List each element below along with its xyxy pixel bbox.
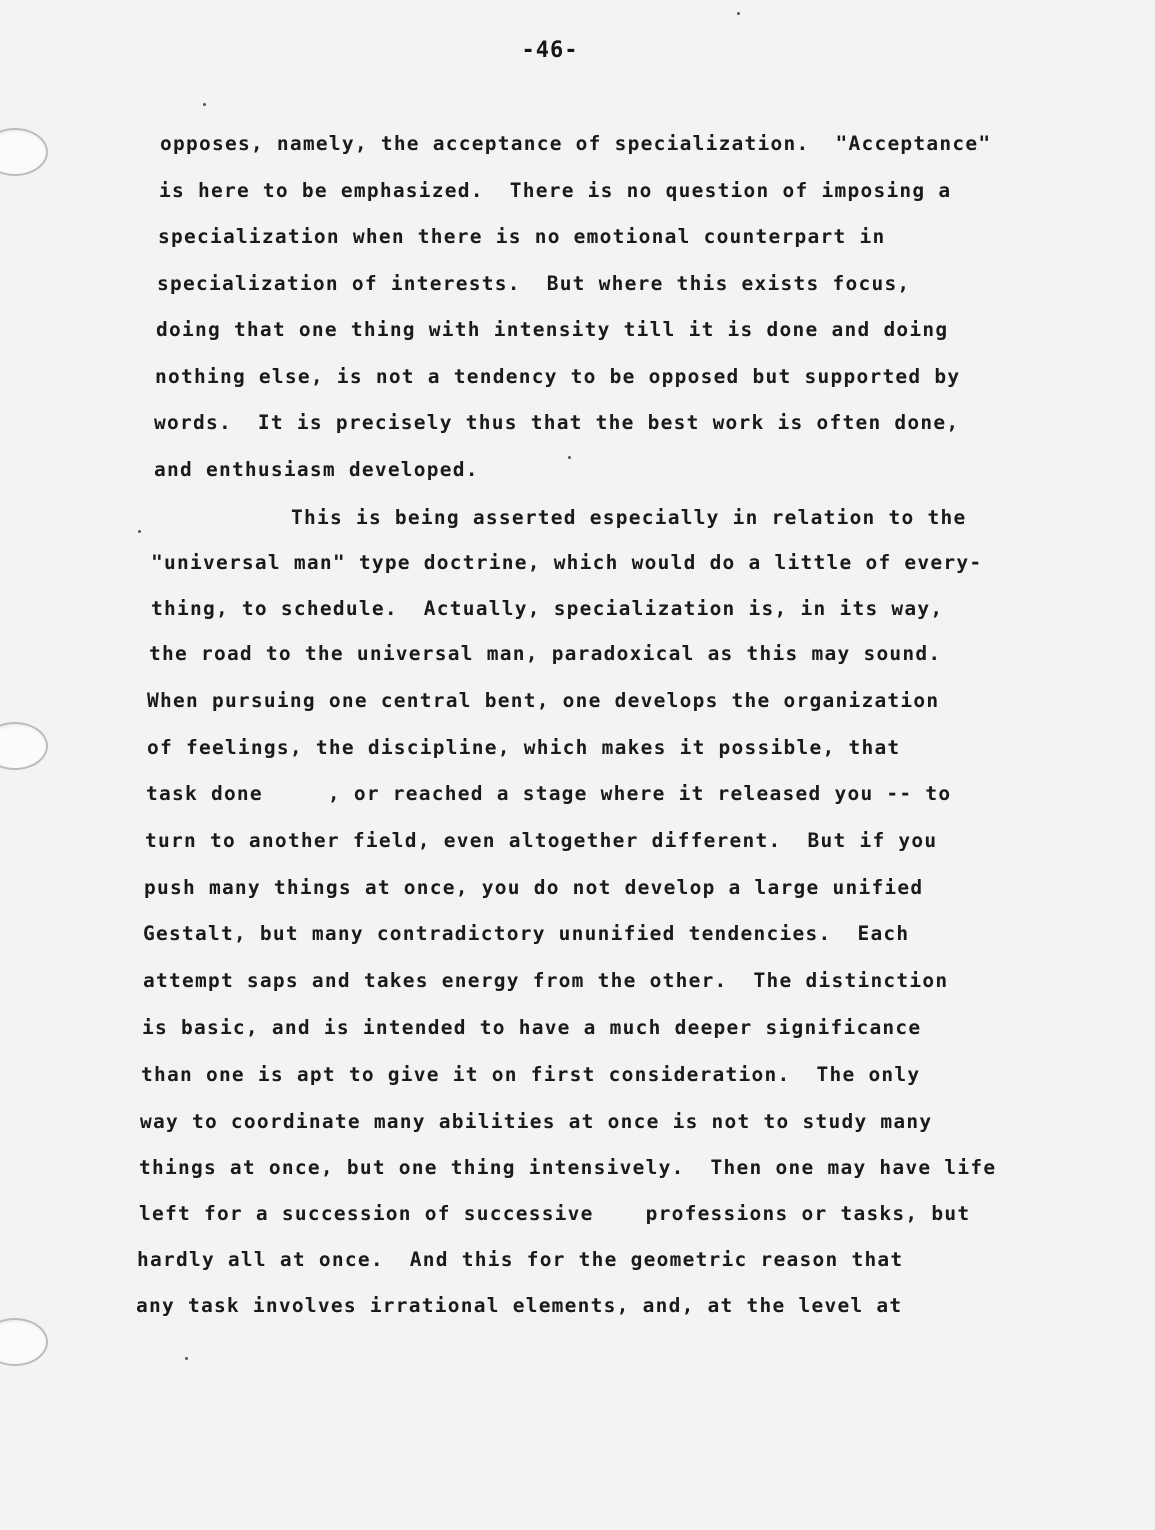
text-line: specialization of interests. But where this exists focus, (157, 272, 911, 295)
text-line: is here to be emphasized. There is no question of imposing a (159, 179, 952, 202)
text-line: attempt saps and takes energy from the other. The distinction (143, 969, 949, 992)
text-line: "universal man" type doctrine, which would do a little of every- (151, 551, 983, 574)
text-line: words. It is precisely thus that the best work is often done, (154, 411, 960, 434)
text-line: things at once, but one thing intensively. Then one may have life (139, 1156, 997, 1179)
text-line: Gestalt, but many contradictory ununified tendencies. Each (143, 922, 910, 945)
paper-speck (737, 12, 740, 15)
text-line: task done , or reached a stage where it released you -- to (146, 782, 952, 805)
text-line: of feelings, the discipline, which makes it possible, that (147, 736, 901, 759)
text-line: thing, to schedule. Actually, specialization is, in its way, (151, 597, 944, 620)
text-line: way to coordinate many abilities at once is not to study many (140, 1110, 933, 1133)
text-line: and enthusiasm developed. (154, 458, 479, 481)
text-line: opposes, namely, the acceptance of specialization. "Acceptance" (160, 132, 992, 155)
text-line: any task involves irrational elements, and, at the level at (136, 1294, 903, 1317)
text-line: specialization when there is no emotional counterpart in (158, 225, 886, 248)
text-line: push many things at once, you do not develop a large unified (144, 876, 924, 899)
paper-speck (203, 103, 206, 106)
text-line: hardly all at once. And this for the geometric reason that (137, 1248, 904, 1271)
paper-speck (185, 1357, 188, 1360)
text-line: This is being asserted especially in relation to the (291, 506, 967, 529)
paper-speck (138, 530, 141, 533)
text-line: doing that one thing with intensity till it is done and doing (156, 318, 949, 341)
text-line: is basic, and is intended to have a much deeper significance (142, 1016, 922, 1039)
text-line: than one is apt to give it on first consideration. The only (141, 1063, 921, 1086)
text-line: turn to another field, even altogether different. But if you (145, 829, 938, 852)
text-line: left for a succession of successive professions or tasks, but (139, 1202, 971, 1225)
page-number: -46- (521, 38, 579, 63)
text-line: When pursuing one central bent, one develops the organization (147, 689, 940, 712)
paper-speck (568, 456, 571, 459)
text-line: the road to the universal man, paradoxical as this may sound. (149, 642, 942, 665)
text-line: nothing else, is not a tendency to be opposed but supported by (155, 365, 961, 388)
